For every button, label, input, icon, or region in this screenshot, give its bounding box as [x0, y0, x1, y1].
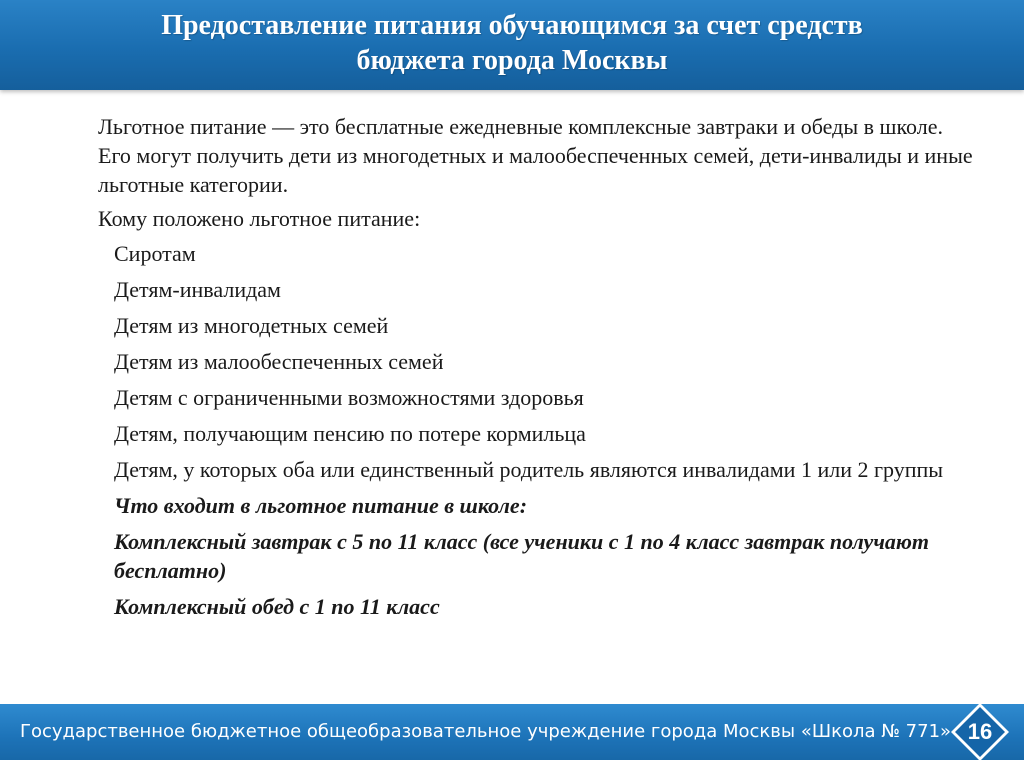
category-item: Детям-инвалидам: [114, 277, 281, 302]
footer-organization: Государственное бюджетное общеобразовательное учреждение города Москвы «Школа № 771»: [20, 721, 952, 742]
category-item: Детям из малообеспеченных семей: [114, 349, 444, 374]
category-item: Детям, получающим пенсию по потере кормильца: [114, 421, 586, 446]
title-line-2: бюджета города Москвы: [356, 45, 668, 76]
page-number-badge: [949, 701, 1011, 763]
who-heading: Кому положено льготное питание:: [98, 206, 421, 231]
what-heading: Что входит в льготное питание в школе:: [114, 493, 528, 518]
intro-paragraph: Льготное питание — это бесплатные ежедневные комплексные завтраки и обеды в школе. Его могут получить дети из многодетных и малообеспеченных семей, дети-инвалиды и иные льготные категории.: [98, 114, 973, 197]
breakfast-item: Комплексный завтрак с 5 по 11 класс (все ученики с 1 по 4 класс завтрак получают бесплатно): [114, 529, 930, 583]
category-item: Детям из многодетных семей: [114, 313, 389, 338]
category-item: Сиротам: [114, 241, 196, 266]
category-item: Детям с ограниченными возможностями здоровья: [114, 385, 584, 410]
category-item: Детям, у которых оба или единственный родитель являются инвалидами 1 или 2 группы: [114, 457, 944, 482]
slide-content: [98, 112, 978, 628]
header-banner: [0, 0, 1024, 90]
lunch-item: Комплексный обед с 1 по 11 класс: [114, 594, 440, 619]
title-line-1: Предоставление питания обучающимся за счет средств: [161, 10, 863, 41]
slide-title: [40, 8, 984, 78]
page-number: 16: [967, 719, 993, 744]
footer-banner: [0, 704, 1024, 760]
